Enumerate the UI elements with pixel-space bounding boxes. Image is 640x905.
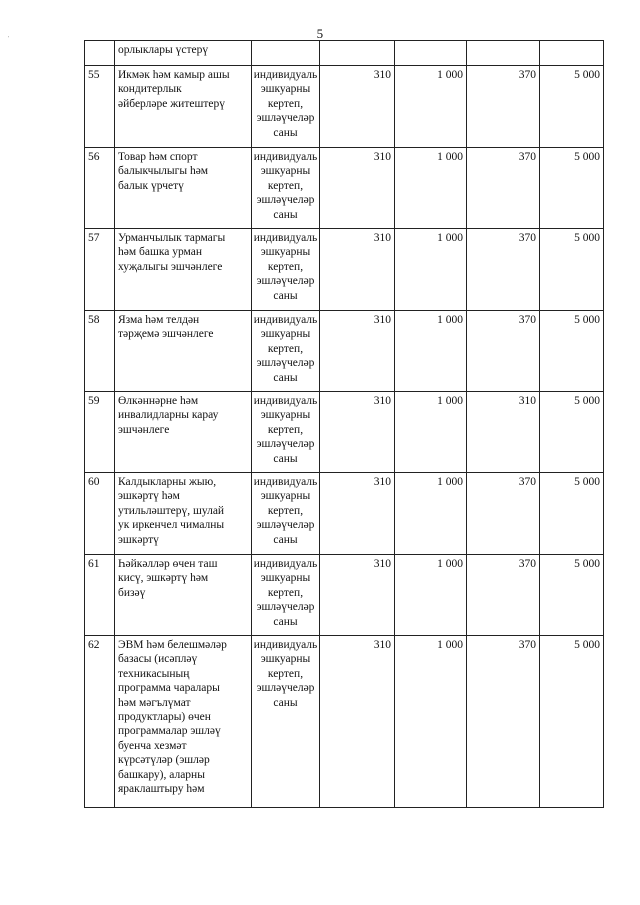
value-3: 370 bbox=[518, 558, 536, 570]
activity-name-line: тәрҗемә эшчәнлеге bbox=[118, 328, 214, 341]
value-cell-2 bbox=[395, 392, 467, 473]
value-1: 310 bbox=[373, 69, 391, 81]
value-3: 370 bbox=[518, 314, 536, 326]
value-4: 5 000 bbox=[574, 69, 600, 81]
activity-name-cell bbox=[115, 311, 252, 392]
value-cell-3 bbox=[467, 392, 540, 473]
row-number-cell bbox=[85, 229, 115, 311]
indicator-line: саны bbox=[273, 126, 298, 139]
value-1: 310 bbox=[373, 395, 391, 407]
value-3: 370 bbox=[518, 151, 536, 163]
value-cell-1 bbox=[320, 555, 395, 636]
value-cell-2 bbox=[395, 311, 467, 392]
indicator-line: кертеп, bbox=[267, 667, 304, 680]
activity-name-line: эшкәртү һәм bbox=[118, 490, 180, 503]
indicator-line: саны bbox=[273, 371, 298, 384]
activity-name-line: яраклаштыру һәм bbox=[118, 783, 205, 796]
value-cell-4 bbox=[540, 66, 604, 148]
indicator-line: индивидуаль bbox=[253, 558, 318, 570]
activity-name-line: бизәү bbox=[118, 586, 146, 599]
indicator-line: саны bbox=[273, 208, 298, 221]
activity-name-line: балыкчылыгы һәм bbox=[118, 165, 209, 178]
activity-name-line: башкару), аларны bbox=[118, 768, 205, 781]
activity-name-line: программа чаралары bbox=[118, 682, 220, 695]
value-1: 310 bbox=[373, 314, 391, 326]
activity-name-line: хуҗалыгы эшчәнлеге bbox=[118, 260, 223, 273]
value-1: 310 bbox=[373, 639, 391, 651]
value-cell-2 bbox=[395, 636, 467, 808]
value-cell-1 bbox=[320, 473, 395, 555]
row-number-cell bbox=[85, 392, 115, 473]
value-cell-4 bbox=[540, 41, 604, 66]
activity-name-line: эшчәнлеге bbox=[118, 423, 170, 436]
value-3: 370 bbox=[518, 476, 536, 488]
value-cell-4 bbox=[540, 229, 604, 311]
row-number-cell bbox=[85, 148, 115, 229]
table-row bbox=[85, 229, 604, 311]
indicator-line: эшләүчеләр bbox=[256, 275, 315, 288]
indicator-line: эшләүчеләр bbox=[256, 601, 315, 614]
indicator-cell bbox=[252, 555, 320, 636]
value-cell-2 bbox=[395, 229, 467, 311]
indicator-line: кертеп, bbox=[267, 342, 304, 355]
indicator-cell bbox=[252, 311, 320, 392]
value-2: 1 000 bbox=[437, 395, 463, 407]
row-number: 61 bbox=[88, 558, 100, 570]
value-cell-1 bbox=[320, 636, 395, 808]
activity-name-line: эшкәртү bbox=[118, 533, 159, 546]
value-cell-2 bbox=[395, 148, 467, 229]
indicator-line: эшләүчеләр bbox=[256, 519, 315, 532]
value-2: 1 000 bbox=[437, 314, 463, 326]
value-4: 5 000 bbox=[574, 395, 600, 407]
activity-name-line: әйберләре житештерү bbox=[118, 97, 225, 110]
value-4: 5 000 bbox=[574, 476, 600, 488]
activity-name-line: һәм башка урман bbox=[118, 246, 202, 259]
activity-name-line: ук иркенчел чималны bbox=[118, 519, 225, 532]
indicator-line: эшкуарны bbox=[260, 246, 311, 259]
activity-name-cell bbox=[115, 555, 252, 636]
indicator-line: индивидуаль bbox=[253, 69, 318, 81]
row-number: 59 bbox=[88, 395, 100, 407]
activity-name-line: ЭВМ һәм белешмәләр bbox=[118, 639, 227, 651]
value-cell-4 bbox=[540, 311, 604, 392]
value-3: 310 bbox=[518, 395, 536, 407]
indicator-line: кертеп, bbox=[267, 586, 304, 599]
indicator-line: эшкуарны bbox=[260, 653, 311, 666]
value-cell-4 bbox=[540, 148, 604, 229]
value-1: 310 bbox=[373, 476, 391, 488]
indicator-line: кертеп, bbox=[267, 423, 304, 436]
table-body bbox=[85, 41, 604, 808]
indicator-cell bbox=[252, 473, 320, 555]
value-cell-2 bbox=[395, 555, 467, 636]
value-4: 5 000 bbox=[574, 558, 600, 570]
table-row bbox=[85, 311, 604, 392]
value-cell-3 bbox=[467, 636, 540, 808]
value-2: 1 000 bbox=[437, 151, 463, 163]
activity-name-line: программалар эшләү bbox=[118, 725, 221, 738]
value-4: 5 000 bbox=[574, 639, 600, 651]
value-cell-2 bbox=[395, 41, 467, 66]
value-cell-1 bbox=[320, 66, 395, 148]
indicator-cell bbox=[252, 41, 320, 66]
table-row bbox=[85, 392, 604, 473]
page-number: 5 bbox=[316, 26, 324, 41]
indicator-line: кертеп, bbox=[267, 260, 304, 273]
row-number-cell bbox=[85, 473, 115, 555]
indicator-cell bbox=[252, 148, 320, 229]
activity-name-cell bbox=[115, 473, 252, 555]
value-4: 5 000 bbox=[574, 314, 600, 326]
value-cell-4 bbox=[540, 473, 604, 555]
indicator-line: индивидуаль bbox=[253, 395, 318, 407]
activity-name-cell bbox=[115, 636, 252, 808]
indicator-line: эшләүчеләр bbox=[256, 112, 315, 125]
margin-mark: ' bbox=[8, 36, 10, 42]
activity-name-line: техникасының bbox=[118, 667, 190, 680]
indicator-line: эшкуарны bbox=[260, 165, 311, 178]
row-number-cell bbox=[85, 66, 115, 148]
value-cell-3 bbox=[467, 229, 540, 311]
activity-name-line: продуктлары) өчен bbox=[118, 711, 211, 724]
indicator-line: эшкуарны bbox=[260, 490, 311, 503]
indicator-line: индивидуаль bbox=[253, 476, 318, 488]
activity-name-cell bbox=[115, 229, 252, 311]
indicator-line: саны bbox=[273, 533, 298, 546]
value-3: 370 bbox=[518, 232, 536, 244]
table-row bbox=[85, 636, 604, 808]
table-row bbox=[85, 473, 604, 555]
indicator-cell bbox=[252, 636, 320, 808]
indicator-line: эшкуарны bbox=[260, 572, 311, 585]
activity-name-line: Калдыкларны жыю, bbox=[118, 476, 217, 488]
indicator-line: индивидуаль bbox=[253, 151, 318, 163]
value-cell-3 bbox=[467, 473, 540, 555]
value-2: 1 000 bbox=[437, 639, 463, 651]
row-number-cell bbox=[85, 311, 115, 392]
value-cell-3 bbox=[467, 148, 540, 229]
value-4: 5 000 bbox=[574, 232, 600, 244]
row-number: 58 bbox=[88, 314, 100, 326]
value-cell-1 bbox=[320, 311, 395, 392]
value-cell-3 bbox=[467, 41, 540, 66]
activity-name-line: инвалидларны карау bbox=[118, 409, 219, 422]
indicator-cell bbox=[252, 66, 320, 148]
value-1: 310 bbox=[373, 558, 391, 570]
activity-name-line: кондитерлык bbox=[118, 83, 182, 96]
activity-name-line: Икмәк һәм камыр ашы bbox=[118, 69, 230, 81]
row-number-cell bbox=[85, 41, 115, 66]
activity-name-line: һәм мәгълүмат bbox=[118, 696, 191, 709]
indicator-line: индивидуаль bbox=[253, 639, 318, 651]
activity-name-line: күрсәтүләр (эшләр bbox=[118, 754, 210, 767]
table-row bbox=[85, 66, 604, 148]
value-2: 1 000 bbox=[437, 558, 463, 570]
activity-name-line: Өлкәннәрне һәм bbox=[118, 395, 199, 407]
activity-name-cell bbox=[115, 392, 252, 473]
table-row bbox=[85, 41, 604, 66]
indicator-line: эшләүчеләр bbox=[256, 357, 315, 370]
row-number: 57 bbox=[88, 232, 100, 244]
value-cell-3 bbox=[467, 311, 540, 392]
value-cell-4 bbox=[540, 636, 604, 808]
activity-name-line: Товар һәм спорт bbox=[118, 151, 198, 163]
indicator-cell bbox=[252, 229, 320, 311]
activity-name-line: балык үрчетү bbox=[118, 179, 184, 192]
value-cell-1 bbox=[320, 148, 395, 229]
activity-name-cell bbox=[115, 41, 252, 66]
row-number: 55 bbox=[88, 69, 100, 81]
value-cell-1 bbox=[320, 392, 395, 473]
table-row bbox=[85, 148, 604, 229]
row-number: 62 bbox=[88, 639, 100, 651]
value-2: 1 000 bbox=[437, 69, 463, 81]
row-number-cell bbox=[85, 555, 115, 636]
value-3: 370 bbox=[518, 69, 536, 81]
indicator-line: кертеп, bbox=[267, 97, 304, 110]
tariff-table bbox=[84, 40, 604, 808]
value-cell-1 bbox=[320, 229, 395, 311]
indicator-line: индивидуаль bbox=[253, 314, 318, 326]
indicator-line: кертеп, bbox=[267, 179, 304, 192]
indicator-line: саны bbox=[273, 615, 298, 628]
value-3: 370 bbox=[518, 639, 536, 651]
value-cell-1 bbox=[320, 41, 395, 66]
activity-name-line: Язма һәм телдән bbox=[118, 314, 200, 326]
value-cell-4 bbox=[540, 555, 604, 636]
indicator-line: эшләүчеләр bbox=[256, 194, 315, 207]
table-row bbox=[85, 555, 604, 636]
value-cell-3 bbox=[467, 66, 540, 148]
activity-name-line: кисү, эшкәртү һәм bbox=[118, 572, 209, 585]
indicator-line: эшкуарны bbox=[260, 409, 311, 422]
value-cell-4 bbox=[540, 392, 604, 473]
activity-name-line: Урманчылык тармагы bbox=[118, 232, 226, 244]
indicator-line: эшкуарны bbox=[260, 83, 311, 96]
value-1: 310 bbox=[373, 232, 391, 244]
indicator-cell bbox=[252, 392, 320, 473]
indicator-line: индивидуаль bbox=[253, 232, 318, 244]
indicator-line: эшкуарны bbox=[260, 328, 311, 341]
activity-name-line: Һәйкәлләр өчен таш bbox=[118, 558, 218, 570]
value-cell-2 bbox=[395, 66, 467, 148]
indicator-line: саны bbox=[273, 452, 298, 465]
activity-name-line: утильләштерү, шулай bbox=[118, 504, 225, 517]
value-4: 5 000 bbox=[574, 151, 600, 163]
value-cell-2 bbox=[395, 473, 467, 555]
value-2: 1 000 bbox=[437, 476, 463, 488]
activity-name-line: базасы (исәпләү bbox=[118, 653, 198, 666]
row-number-cell bbox=[85, 636, 115, 808]
indicator-line: кертеп, bbox=[267, 504, 304, 517]
activity-name-line: буенча хезмәт bbox=[118, 739, 187, 752]
activity-name-cell bbox=[115, 148, 252, 229]
activity-name-cell bbox=[115, 66, 252, 148]
activity-name-line: орлыклары үстерү bbox=[118, 44, 209, 56]
row-number: 60 bbox=[88, 476, 100, 488]
indicator-line: эшләүчеләр bbox=[256, 438, 315, 451]
indicator-line: эшләүчеләр bbox=[256, 682, 315, 695]
value-1: 310 bbox=[373, 151, 391, 163]
row-number: 56 bbox=[88, 151, 100, 163]
indicator-line: саны bbox=[273, 289, 298, 302]
indicator-line: саны bbox=[273, 696, 298, 709]
value-cell-3 bbox=[467, 555, 540, 636]
value-2: 1 000 bbox=[437, 232, 463, 244]
